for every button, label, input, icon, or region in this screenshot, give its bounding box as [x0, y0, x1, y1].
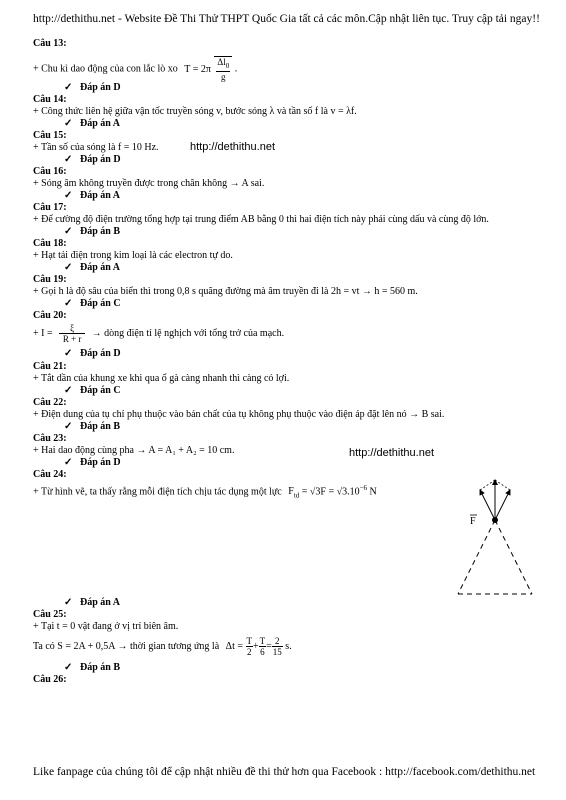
- question-25-line2: [33, 636, 292, 657]
- q13-den: g: [221, 71, 226, 82]
- answer-14: [64, 118, 120, 129]
- check-icon: ✓: [64, 385, 73, 396]
- answer-17: [64, 226, 120, 237]
- q24-formula: F: [288, 486, 294, 498]
- answer-21-text: Đáp án C: [80, 385, 121, 396]
- question-24-text: [33, 484, 377, 499]
- question-21-label: Câu 21:: [33, 361, 67, 372]
- question-15-text: + Tần số của sóng là f = 10 Hz.: [33, 142, 159, 153]
- answer-16: [64, 190, 120, 201]
- question-23-text: + Hai dao động cùng pha → A = A₁ + A₂ = 10 cm.: [33, 445, 235, 456]
- question-14-label: Câu 14:: [33, 94, 67, 105]
- q25-line2-pre: Ta có S = 2A + 0,5A → thời gian tương ứng là: [33, 640, 220, 652]
- question-22-label: Câu 22:: [33, 397, 67, 408]
- q25-f2d: 6: [260, 647, 265, 657]
- answer-13-text: Đáp án D: [80, 82, 121, 93]
- page-footer: Like fanpage của chúng tôi để cập nhật nhiều đề thi thử hơn qua Facebook : http://facebook.com/dethithu.net: [33, 766, 536, 778]
- q13-num-sub: 0: [225, 61, 230, 70]
- answer-16-text: Đáp án A: [80, 190, 121, 201]
- page-header: http://dethithu.net - Website Đề Thi Thử THPT Quốc Gia tất cả các môn.Cập nhật liên tục. Truy cập tải ngay!!: [33, 13, 540, 25]
- answer-22: [64, 421, 120, 432]
- answer-14-text: Đáp án A: [80, 118, 121, 129]
- question-19-label: Câu 19:: [33, 274, 67, 285]
- answer-22-text: Đáp án B: [80, 421, 121, 432]
- check-icon: ✓: [64, 457, 73, 468]
- answer-24: [64, 597, 120, 608]
- question-20-label: Câu 20:: [33, 310, 67, 321]
- question-23-label: Câu 23:: [33, 433, 67, 444]
- answer-20-text: Đáp án D: [80, 348, 121, 359]
- answer-24-text: Đáp án A: [80, 597, 121, 608]
- check-icon: ✓: [64, 118, 73, 129]
- answer-17-text: Đáp án B: [80, 226, 121, 237]
- question-17-label: Câu 17:: [33, 202, 67, 213]
- answer-15: [64, 154, 121, 165]
- q24-formula-rest: = √3F = √3.10: [299, 486, 360, 498]
- question-16-label: Câu 16:: [33, 166, 67, 177]
- question-24-label: Câu 24:: [33, 469, 67, 480]
- q25-f1d: 2: [247, 647, 252, 657]
- answer-13: [64, 82, 121, 93]
- q25-f1n: T: [246, 636, 253, 646]
- question-25-label: Câu 25:: [33, 609, 67, 620]
- q24-unit: N: [367, 486, 377, 498]
- question-26-label: Câu 26:: [33, 674, 67, 685]
- question-25-text: + Tại t = 0 vật đang ở vị trí biên âm.: [33, 621, 179, 632]
- q13-formula-lhs: T = 2π: [184, 63, 211, 75]
- answer-19-text: Đáp án C: [80, 298, 121, 309]
- q25-eq: =: [266, 640, 272, 652]
- check-icon: ✓: [64, 154, 73, 165]
- q13-pre: + Chu kì dao động của con lắc lò xo: [33, 63, 178, 75]
- question-14-text: + Công thức liên hệ giữa vận tốc truyền sóng v, bước sóng λ và tần số f là v = λf.: [33, 106, 357, 117]
- answer-25-text: Đáp án B: [80, 662, 121, 673]
- question-15-label: Câu 15:: [33, 130, 67, 141]
- answer-18: [64, 262, 120, 273]
- q25-unit: s.: [285, 640, 292, 652]
- watermark-2: http://dethithu.net: [349, 447, 435, 459]
- answer-23: [64, 457, 121, 468]
- question-20-text: [33, 323, 284, 344]
- check-icon: ✓: [64, 597, 73, 608]
- check-icon: ✓: [64, 262, 73, 273]
- check-icon: ✓: [64, 298, 73, 309]
- question-18-label: Câu 18:: [33, 238, 67, 249]
- question-13-text: [33, 56, 237, 82]
- question-13-label: Câu 13:: [33, 38, 67, 49]
- vector-f-label: F: [470, 516, 476, 527]
- force-diagram: [440, 478, 540, 603]
- q20-post: → dòng điện tỉ lệ nghịch với tổng trở của mạch.: [91, 327, 285, 339]
- question-21-text: + Tắt dần của khung xe khi qua ổ gà càng nhanh thì càng có lợi.: [33, 373, 290, 384]
- answer-21: [64, 385, 121, 396]
- answer-15-text: Đáp án D: [80, 154, 121, 165]
- answer-23-text: Đáp án D: [80, 457, 121, 468]
- q20-den: R + r: [62, 334, 82, 344]
- q25-f2n: T: [259, 636, 266, 646]
- question-17-text: + Để cường độ điện trường tổng hợp tại trung điểm AB bằng 0 thì hai điện tích này phải cùng dấu và cùng độ lớn.: [33, 214, 489, 225]
- q25-dt: Δt =: [225, 640, 244, 652]
- question-19-text: + Gọi h là độ sâu của biển thì trong 0,8 s quãng đường mà âm truyền đi là 2h = vt → h = 560 m.: [33, 286, 418, 297]
- q13-post: .: [234, 63, 238, 75]
- question-16-text: + Sóng âm không truyền được trong chân không → A sai.: [33, 178, 265, 189]
- check-icon: ✓: [64, 190, 73, 201]
- check-icon: ✓: [64, 226, 73, 237]
- q24-pre: + Từ hình vẽ, ta thấy rằng mỗi điện tích chịu tác dụng một lực: [33, 486, 282, 498]
- q24-formula-sub: td: [293, 491, 300, 500]
- question-22-text: + Điện dung của tụ chỉ phụ thuộc vào bản chất của tụ không phụ thuộc vào điện áp đặt lên nó → B sai.: [33, 409, 445, 420]
- answer-20: [64, 348, 121, 359]
- check-icon: ✓: [64, 662, 73, 673]
- q13-num: Δl: [217, 57, 226, 67]
- q25-f3d: 15: [272, 647, 282, 657]
- q25-f3n: 2: [272, 636, 283, 647]
- q20-num: ξ: [59, 323, 85, 334]
- watermark-1: http://dethithu.net: [190, 141, 276, 153]
- question-18-text: + Hạt tải điện trong kim loại là các electron tự do.: [33, 250, 233, 261]
- check-icon: ✓: [64, 82, 73, 93]
- check-icon: ✓: [64, 421, 73, 432]
- answer-25: [64, 662, 120, 673]
- answer-19: [64, 298, 121, 309]
- check-icon: ✓: [64, 348, 73, 359]
- q24-formula-sup: −6: [359, 484, 368, 492]
- answer-18-text: Đáp án A: [80, 262, 121, 273]
- q20-pre: + I =: [33, 327, 53, 339]
- q25-plus: +: [253, 640, 259, 652]
